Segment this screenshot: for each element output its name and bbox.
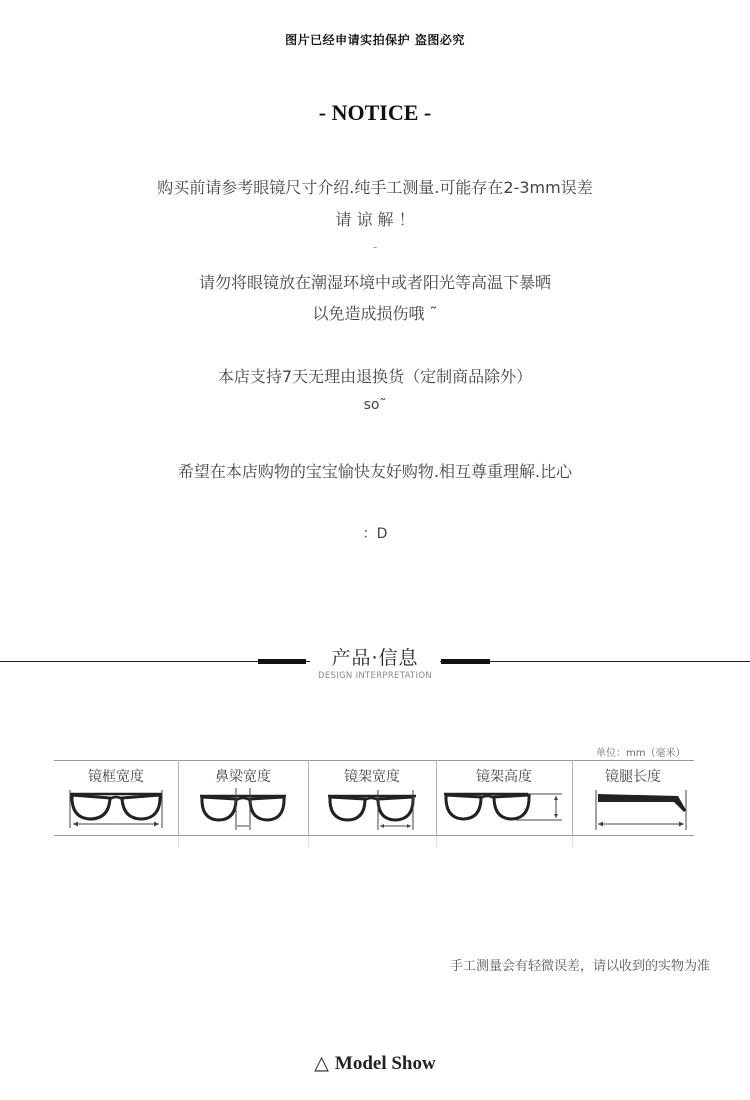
table-shadow-tick — [178, 836, 179, 848]
table-shadow-tick — [436, 836, 437, 848]
notice-line-so: so˜ — [363, 397, 387, 413]
section-subtitle: DESIGN INTERPRETATION — [318, 671, 432, 681]
table-shadow-tick — [308, 836, 309, 848]
notice-line-damage: 以免造成损伤哦 ˜ — [312, 304, 438, 323]
unit-label: 单位：mm（毫米） — [596, 748, 686, 759]
notice-line-smile: ：D — [362, 526, 388, 542]
measurement-lens-width — [308, 760, 436, 836]
measurement-lens-height — [436, 760, 572, 836]
lens-width-icon — [308, 786, 436, 832]
temple-length-icon — [572, 786, 694, 832]
lens-height-icon — [436, 786, 572, 832]
notice-title: - NOTICE - — [318, 100, 432, 125]
model-show-label: Model Show — [334, 1053, 436, 1074]
measurement-label: 镜腿长度 — [605, 769, 661, 785]
model-show-heading — [0, 1052, 750, 1075]
notice-line-wishes: 希望在本店购物的宝宝愉快友好购物.相互尊重理解.比心 — [177, 462, 573, 481]
bridge-width-icon — [178, 786, 308, 832]
notice-line-size-error: 购买前请参考眼镜尺寸介绍.纯手工测量.可能存在2-3mm误差 — [157, 178, 593, 197]
table-shadow-tick — [572, 836, 573, 848]
notice-line-dash: - — [372, 240, 378, 254]
measurement-label: 镜架宽度 — [344, 769, 400, 785]
measurement-label: 鼻梁宽度 — [215, 769, 271, 785]
measurement-label: 镜架高度 — [476, 769, 532, 785]
measurement-note: 手工测量会有轻微误差，请以收到的实物为准 — [449, 959, 710, 974]
triangle-icon: △ — [314, 1052, 329, 1074]
notice-line-apology: 请 谅 解 ！ — [335, 210, 415, 229]
measurement-temple-length — [572, 760, 694, 836]
measurement-label: 镜框宽度 — [88, 769, 144, 785]
protection-notice: 图片已经申请实拍保护 盗图必究 — [285, 33, 465, 47]
measurement-frame-width — [54, 760, 178, 836]
notice-line-return-policy: 本店支持7天无理由退换货（定制商品除外） — [217, 367, 533, 386]
notice-line-storage-warning: 请勿将眼镜放在潮湿环境中或者阳光等高温下暴晒 — [198, 273, 551, 292]
section-title: 产品·信息 — [331, 647, 419, 669]
measurement-table — [54, 760, 694, 836]
measurement-bridge-width — [178, 760, 308, 836]
frame-width-icon — [54, 786, 178, 832]
